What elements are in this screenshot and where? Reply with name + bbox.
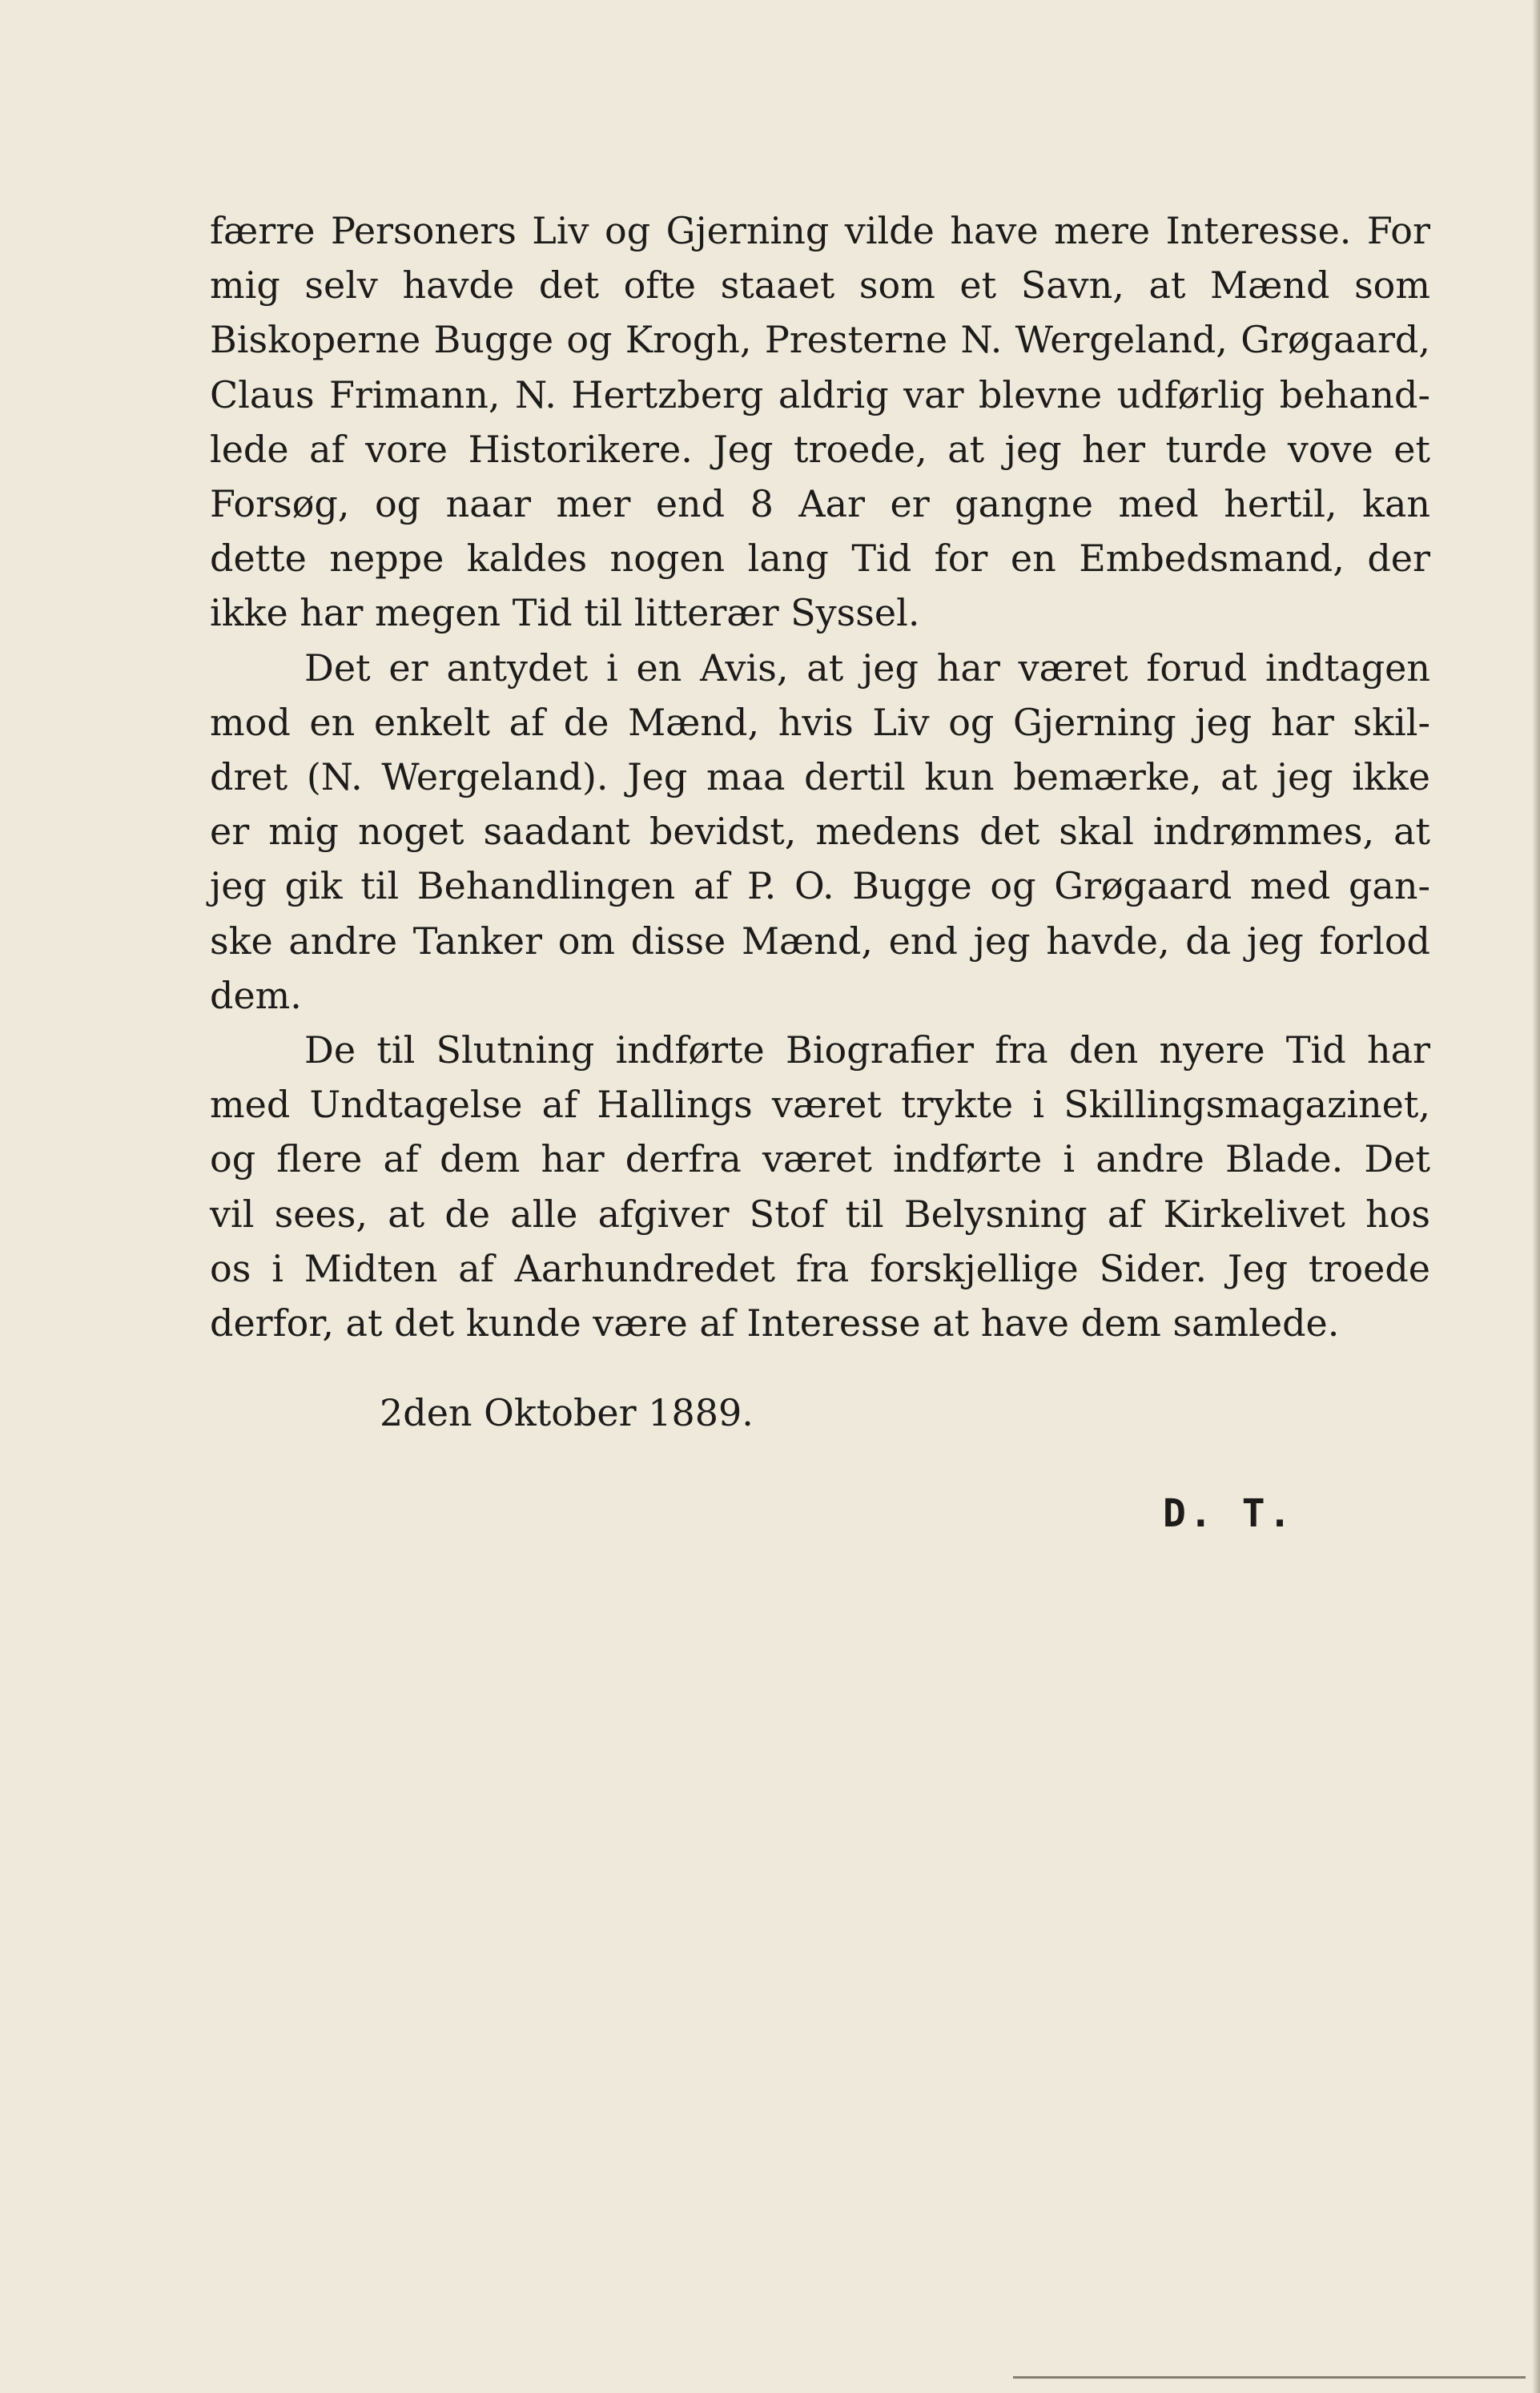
text-line: dret (N. Wergeland). Jeg maa dertil kun bemærke, at jeg ikke [210,755,1430,799]
text-line: mod en enkelt af de Mænd, hvis Liv og Gjerning jeg har skil- [210,700,1430,744]
text-line: med Undtagelse af Hallings været trykte i Skillingsmagazinet, [210,1083,1430,1127]
date-line: 2den Oktober 1889. [380,1391,754,1435]
text-line: og flere af dem har derfra været indførte i andre Blade. Det [210,1137,1430,1181]
text-line: os i Midten af Aarhundredet fra forskjellige Sider. Jeg troede [210,1246,1430,1290]
text-line: derfor, at det kunde være af Interesse at have dem samlede. [210,1301,1340,1345]
text-line: vil sees, at de alle afgiver Stof til Belysning af Kirkelivet hos [210,1192,1430,1236]
text-line: dem. [210,973,302,1017]
text-line: er mig noget saadant bevidst, medens det skal indrømmes, at [210,810,1430,854]
bottom-edge-line [1013,2376,1526,2379]
paragraph-1 [210,203,1430,641]
text-line: lede af vore Historikere. Jeg troede, at jeg her turde vove et [210,427,1430,471]
text-line: De til Slutning indførte Biografier fra den nyere Tid har [304,1028,1430,1072]
text-line: jeg gik til Behandlingen af P. O. Bugge og Grøgaard med gan- [210,864,1430,908]
text-line: færre Personers Liv og Gjerning vilde have mere Interesse. For [210,209,1430,252]
text-line: ikke har megen Tid til litterær Syssel. [210,591,920,635]
body-text [210,203,1430,1440]
text-line: ske andre Tanker om disse Mænd, end jeg havde, da jeg forlod [210,919,1430,963]
text-line: mig selv havde det ofte staaet som et Savn, at Mænd som [210,263,1430,308]
paragraph-2 [210,641,1430,1023]
text-line: Claus Frimann, N. Hertzberg aldrig var blevne udførlig behand- [210,372,1430,416]
text-line: Det er antydet i en Avis, at jeg har været forud indtagen [304,646,1430,690]
text-line: dette neppe kaldes nogen lang Tid for en Embedsmand, der [210,537,1430,581]
text-line: Biskoperne Bugge og Krogh, Presterne N. Wergeland, Grøgaard, [210,318,1430,362]
signature-initials: D. T. [1163,1491,1295,1536]
text-line: Forsøg, og naar mer end 8 Aar er gangne med hertil, kan [210,482,1430,526]
paragraph-3 [210,1023,1430,1350]
page-edge-shadow [1532,0,1540,2393]
